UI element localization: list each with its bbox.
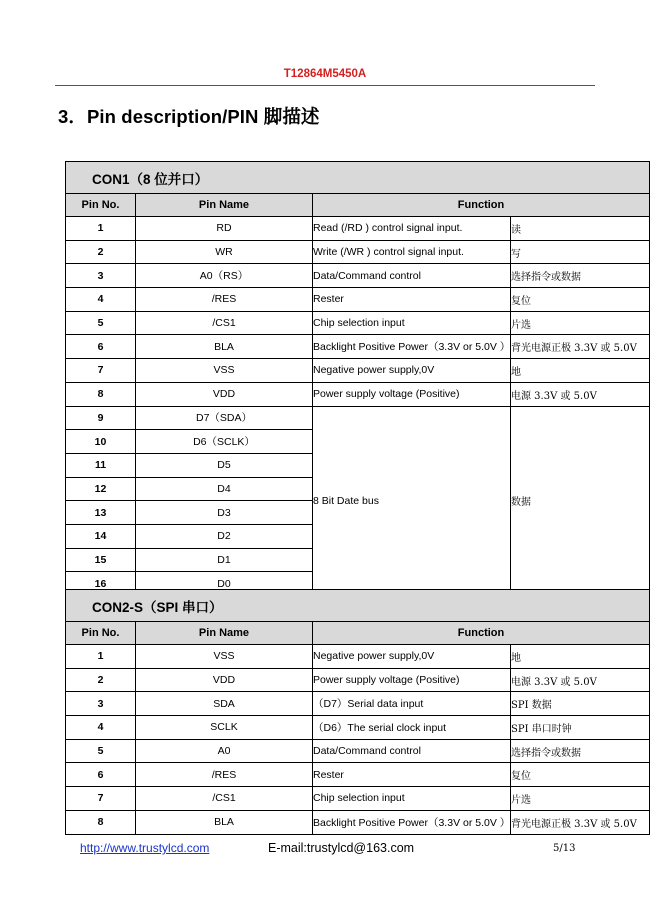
pin-function: Negative power supply,0V bbox=[313, 359, 511, 383]
table-row bbox=[66, 288, 650, 312]
table-row bbox=[66, 406, 650, 430]
col-pin-name: Pin Name bbox=[136, 622, 313, 645]
col-pin-name: Pin Name bbox=[136, 194, 313, 217]
table-row bbox=[66, 716, 650, 740]
pin-number: 7 bbox=[66, 359, 136, 383]
page-footer bbox=[0, 841, 650, 861]
pin-number: 6 bbox=[66, 763, 136, 787]
pin-number: 3 bbox=[66, 264, 136, 288]
pin-function-cn: 复位 bbox=[511, 288, 650, 312]
pin-number: 8 bbox=[66, 382, 136, 406]
pin-function: Power supply voltage (Positive) bbox=[313, 382, 511, 406]
con1-rows bbox=[66, 217, 650, 596]
pin-function-cn: 选择指令或数据 bbox=[511, 739, 650, 763]
pin-name: A0（RS） bbox=[136, 264, 313, 288]
pin-number: 5 bbox=[66, 739, 136, 763]
pin-function-cn: 背光电源正极 3.3V 或 5.0V bbox=[511, 335, 650, 359]
data-bus-function: 8 Bit Date bus bbox=[313, 406, 511, 596]
col-function: Function bbox=[313, 194, 650, 217]
table-row bbox=[66, 264, 650, 288]
pin-function-cn: 地 bbox=[511, 359, 650, 383]
pin-function: Read (/RD ) control signal input. bbox=[313, 217, 511, 241]
col-function: Function bbox=[313, 622, 650, 645]
table-row bbox=[66, 359, 650, 383]
pin-name: D3 bbox=[136, 501, 313, 525]
pin-name: BLA bbox=[136, 810, 313, 834]
pin-name: RD bbox=[136, 217, 313, 241]
table-row bbox=[66, 645, 650, 669]
pin-number: 13 bbox=[66, 501, 136, 525]
pin-function-cn: 背光电源正极 3.3V 或 5.0V bbox=[511, 810, 650, 834]
pin-name: WR bbox=[136, 240, 313, 264]
con1-pin-table bbox=[65, 161, 650, 596]
pin-number: 8 bbox=[66, 810, 136, 834]
con2-pin-table bbox=[65, 589, 650, 835]
table-row bbox=[66, 763, 650, 787]
pin-name: D6（SCLK） bbox=[136, 430, 313, 454]
pin-name: /RES bbox=[136, 288, 313, 312]
pin-name: A0 bbox=[136, 739, 313, 763]
pin-name: D4 bbox=[136, 477, 313, 501]
pin-function-cn: 地 bbox=[511, 645, 650, 669]
pin-number: 4 bbox=[66, 288, 136, 312]
pin-function-cn: 电源 3.3V 或 5.0V bbox=[511, 382, 650, 406]
pin-number: 12 bbox=[66, 477, 136, 501]
pin-number: 2 bbox=[66, 240, 136, 264]
pin-number: 15 bbox=[66, 548, 136, 572]
pin-name: SCLK bbox=[136, 716, 313, 740]
pin-number: 11 bbox=[66, 453, 136, 477]
pin-function: Write (/WR ) control signal input. bbox=[313, 240, 511, 264]
pin-function: Rester bbox=[313, 763, 511, 787]
pin-function: Data/Command control bbox=[313, 739, 511, 763]
pin-name: D2 bbox=[136, 524, 313, 548]
pin-name: D5 bbox=[136, 453, 313, 477]
pin-number: 10 bbox=[66, 430, 136, 454]
pin-name: D7（SDA） bbox=[136, 406, 313, 430]
pin-name: BLA bbox=[136, 335, 313, 359]
pin-name: VSS bbox=[136, 645, 313, 669]
document-model-header: T12864M5450A bbox=[283, 68, 367, 80]
pin-function-cn: 写 bbox=[511, 240, 650, 264]
table-row bbox=[66, 240, 650, 264]
pin-number: 7 bbox=[66, 787, 136, 811]
table-row bbox=[66, 692, 650, 716]
pin-number: 16 bbox=[66, 572, 136, 596]
con2-caption: CON2-S（SPI 串口） bbox=[66, 590, 650, 622]
table-row bbox=[66, 668, 650, 692]
pin-function-cn: 电源 3.3V 或 5.0V bbox=[511, 668, 650, 692]
table-row bbox=[66, 382, 650, 406]
table-row bbox=[66, 787, 650, 811]
pin-function-cn: 选择指令或数据 bbox=[511, 264, 650, 288]
con2-rows bbox=[66, 645, 650, 835]
pin-function-cn: SPI 数据 bbox=[511, 692, 650, 716]
pin-name: /RES bbox=[136, 763, 313, 787]
pin-function: Chip selection input bbox=[313, 311, 511, 335]
pin-name: /CS1 bbox=[136, 311, 313, 335]
pin-function-cn: SPI 串口时钟 bbox=[511, 716, 650, 740]
pin-number: 3 bbox=[66, 692, 136, 716]
col-pin-no: Pin No. bbox=[66, 622, 136, 645]
pin-name: VDD bbox=[136, 668, 313, 692]
header-divider bbox=[55, 85, 595, 86]
pin-name: VSS bbox=[136, 359, 313, 383]
pin-function: Power supply voltage (Positive) bbox=[313, 668, 511, 692]
data-bus-function-cn: 数据 bbox=[511, 406, 650, 596]
con1-caption: CON1（8 位并口） bbox=[66, 162, 650, 194]
pin-number: 5 bbox=[66, 311, 136, 335]
pin-function-cn: 读 bbox=[511, 217, 650, 241]
pin-number: 1 bbox=[66, 217, 136, 241]
pin-name: D0 bbox=[136, 572, 313, 596]
pin-name: VDD bbox=[136, 382, 313, 406]
table-row bbox=[66, 311, 650, 335]
pin-number: 14 bbox=[66, 524, 136, 548]
pin-function-cn: 片选 bbox=[511, 787, 650, 811]
pin-name: D1 bbox=[136, 548, 313, 572]
pin-function-cn: 复位 bbox=[511, 763, 650, 787]
pin-function: （D7）Serial data input bbox=[313, 692, 511, 716]
pin-function: Chip selection input bbox=[313, 787, 511, 811]
pin-name: /CS1 bbox=[136, 787, 313, 811]
col-pin-no: Pin No. bbox=[66, 194, 136, 217]
table-row bbox=[66, 335, 650, 359]
table-row bbox=[66, 810, 650, 834]
pin-function: Data/Command control bbox=[313, 264, 511, 288]
pin-number: 6 bbox=[66, 335, 136, 359]
pin-function: Negative power supply,0V bbox=[313, 645, 511, 669]
website-link[interactable]: http://www.trustylcd.com bbox=[80, 841, 210, 855]
pin-function: Rester bbox=[313, 288, 511, 312]
email-address: E-mail:trustylcd@163.com bbox=[268, 841, 415, 855]
pin-function: Backlight Positive Power（3.3V or 5.0V ） bbox=[313, 335, 511, 359]
pin-function: （D6）The serial clock input bbox=[313, 716, 511, 740]
table-row bbox=[66, 217, 650, 241]
table-row bbox=[66, 739, 650, 763]
pin-number: 4 bbox=[66, 716, 136, 740]
pin-name: SDA bbox=[136, 692, 313, 716]
pin-number: 9 bbox=[66, 406, 136, 430]
pin-number: 2 bbox=[66, 668, 136, 692]
section-title: 3．Pin description/PIN 脚描述 bbox=[58, 106, 320, 127]
page-number: 5/13 bbox=[553, 843, 576, 854]
pin-function-cn: 片选 bbox=[511, 311, 650, 335]
pin-number: 1 bbox=[66, 645, 136, 669]
pin-function: Backlight Positive Power（3.3V or 5.0V ） bbox=[313, 810, 511, 834]
